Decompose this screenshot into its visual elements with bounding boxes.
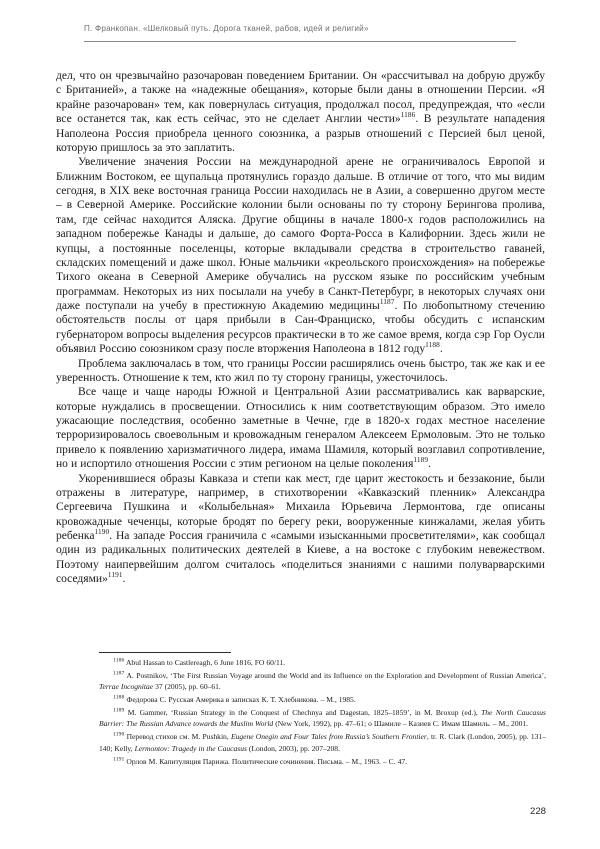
italic-title: The North Caucasus Barrier: The Russian Advance towards the Muslim World [99, 707, 546, 729]
footnote-reference[interactable]: 1188 [425, 340, 440, 350]
footnote-entry: $^{1187}$ A. Postnikov, ‘The First Russian Voyage around the World and its Influence on the Exploration and Development of Russian America’, Terrae Incognitae 37 (2005), pp. 60–61. [99, 670, 547, 692]
footnote-number: 1188 [113, 694, 125, 701]
footnote-reference[interactable]: 1187 [379, 297, 395, 307]
footnote-number: 1186 [113, 657, 125, 664]
footnote-entry: $^{1186}$ Abul Hassan to Castlereagh, 6 June 1816, FO 60/11. [113, 657, 286, 667]
page-number: 228 [529, 806, 546, 817]
body-text-column [56, 69, 545, 587]
body-paragraph: Проблема заключалась в том, что границы России расширялись очень быстро, так же как и ее уверенность. Отношение к тем, кто жил по ту сторону границы, ужесточилось. [56, 357, 545, 384]
header-divider [84, 41, 516, 42]
body-paragraph: дел, что он чрезвычайно разочарован поведением Британии. Он «рассчитывал на добрую дружбу с Британией», а также на «надежные обещания», которые были даны в отношении Персии. «Я крайне разочарован» тем, как повернулась ситуация, продолжал посол, предупреждая, что «если все останется так, как есть сейчас, это не сделает Англии чести»$^{1186}$. В результате нападения Наполеона Россия приобрела ценного союзника, а разрыв отношений с Персией был ценой, которую пришлось за это заплатить. [56, 70, 546, 154]
footnote-number: 1189 [113, 707, 125, 714]
italic-title: Lermontov: Tragedy in the Caucasus [134, 743, 247, 753]
footnote-number: 1187 [113, 670, 125, 677]
running-head [84, 24, 516, 33]
footnote-entry: $^{1191}$ Орлов М. Капитуляция Парижа. Политические сочинения. Письма. – М., 1963. – С. 47. [113, 756, 408, 766]
footnote-reference[interactable]: 1189 [413, 455, 429, 465]
footnote-reference[interactable]: 1191 [107, 570, 123, 580]
footnote-reference[interactable]: 1190 [94, 527, 110, 537]
body-paragraph: Укоренившиеся образы Кавказа и степи как мест, где царит жестокость и беззаконие, были отражены в литературе, например, в стихотворении «Кавказский пленник» Александра Сергеевича Пушкина и «Колыбельная» Михаила Юрьевича Лермонтова, где описаны кровожадные чеченцы, которые бродят по берегу реки, вооруженные кинжалами, желая убить ребенка$^{1190}$. На западе Россия граничила с «самыми изысканными просветителями», как сообщал один из радикальных политических деятелей в Киеве, а на востоке с глубоким невежеством. Поэтому наипервейшим долгом считалось «поделиться знаниями с нашими полуварварскими соседями»$^{1191}$. [56, 472, 545, 586]
body-paragraph: Увеличение значения России на международной арене не ограничивалось Европой и Ближним Востоком, ее щупальца протянулись гораздо дальше. В отличие от того, что мы видим сегодня, в XIX веке восточная граница России находилась не в Азии, а совершенно другом месте – в Северной Америке. Российские колонии были основаны по ту сторону Берингова пролива, там, где сейчас находится Аляска. Другие общины в начале 1800-х годов расположились на западном побережье Канады и дальше, до самого Форта-Росса в Калифорнии. Здесь жили не купцы, а постоянные поселенцы, которые вкладывали средства в строительство гаваней, складских помещений и даже школ. Юные мальчики «креольского происхождения» на побережье Тихого океана в Северной Америке обучались на русском языке по российским учебным программам. Некоторых из них посылали на учебу в Санкт-Петербург, в некоторых случаях они даже поступали на учебу в престижную Академию медицины$^{1187}$. По любопытному стечению обстоятельств послы от царя прибыли в Сан-Франциско, чтобы обсудить с испанским губернатором вопросы выделения ресурсов практически в то же самое время, когда сэр Гор Оусли объявил Россию союзником сразу после вторжения Наполеона в 1812 году$^{1188}$. [56, 156, 545, 356]
footnote-number: 1191 [113, 756, 125, 763]
footnote-reference[interactable]: 1186 [400, 110, 416, 120]
italic-title: Eugene Onegin and Four Tales from Russia’s Southern Frontier [230, 732, 427, 742]
footnote-entry: $^{1190}$ Перевод стихов см. M. Pushkin, Eugene Onegin and Four Tales from Russia’s Southern Frontier, tr. R. Clark (London, 2005), pp. 131–140; Kelly, Lermontov: Tragedy in the Caucasus (London, 2003), pp. 207–208. [99, 731, 546, 753]
footnote-separator [99, 652, 231, 653]
footnote-entry: $^{1188}$ Федорова С. Русская Америка в записках К. Т. Хлебникова. – М., 1985. [113, 694, 356, 705]
body-paragraph: Все чаще и чаще народы Южной и Центральной Азии рассматривались как варварские, которые нуждались в просвещении. Относились к ним соответствующим образом. Это имело ужасающие последствия, особенно заметные в Чечне, где в 1820-х годах местное население терроризировалось своевольным и кровожадным генералом Алексеем Ермоловым. Это не только привело к появлению харизматичного лидера, имама Шамиля, который возглавил сопротивление, но и испортило отношения России с этим регионом на целые поколения$^{1189}$. [56, 386, 545, 471]
running-head-text: П. Франкопан. «Шелковый путь. Дорога тканей, рабов, идей и религий» [84, 24, 369, 33]
footnote-entry: $^{1189}$ M. Gammer, ‘Russian Strategy in the Conquest of Chechnya and Dagestan, 1825–1859’, in M. Broxup (ed.), The North Caucasus Barrier: The Russian Advance towards the Muslim World (New York, 1992), pp. 47–61; о Шамиле – Казиев С. Имам Шамиль. – М., 2001. [99, 707, 546, 729]
footnotes-section [99, 657, 546, 768]
italic-title: Terrae Incognitae [99, 682, 154, 692]
footnote-number: 1190 [113, 731, 125, 738]
